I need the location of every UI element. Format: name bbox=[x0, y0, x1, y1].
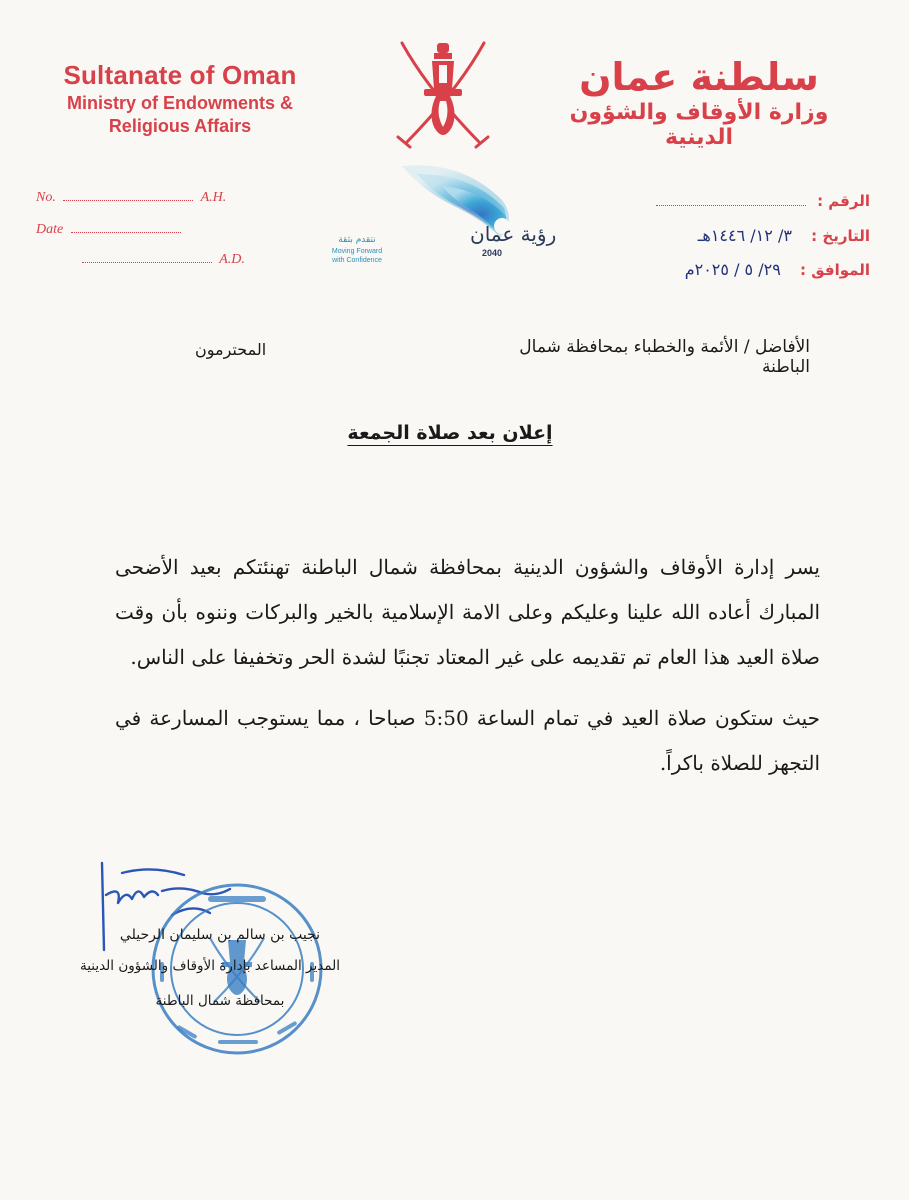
ref-ad-line bbox=[82, 252, 212, 263]
ref-date-row bbox=[36, 222, 185, 238]
oman-vision-2040-logo bbox=[322, 160, 577, 275]
ministry-name-ar: وزارة الأوقاف والشؤون الدينية bbox=[569, 99, 829, 150]
ref-ar-number-line bbox=[656, 195, 806, 206]
ref-ad-row bbox=[78, 252, 245, 268]
announcement-title: إعلان بعد صلاة الجمعة bbox=[347, 422, 553, 444]
ref-ar-number-row bbox=[656, 192, 870, 210]
ref-no-row bbox=[36, 190, 226, 206]
letterhead-english bbox=[30, 60, 330, 137]
addressee: الأفاضل / الأئمة والخطباء بمحافظة شمال الباطنة bbox=[519, 337, 810, 377]
body-paragraph-1: يسر إدارة الأوقاف والشؤون الدينية بمحافظة شمال الباطنة تهنئتكم بعيد الأضحى المبارك أعاده الله علينا وعليكم وعلى الامة الإسلامية بالخير والبركات وننوه بأن وقت صلاة العيد هذا العام تم تقديمه على غير المعتاد تجنبًا لشدة الحر وتخفيفا على الناس. bbox=[115, 555, 820, 669]
letter-body bbox=[115, 545, 820, 786]
reference-fields-ar bbox=[640, 192, 870, 292]
signatory-title: المدير المساعد بإدارة الأوقاف والشؤون الدينية bbox=[79, 958, 341, 974]
signatory-name: نجيب بن سالم بن سليمان الرحيلي bbox=[119, 927, 321, 943]
vision-tagline-ar: نتقدم بثقة bbox=[338, 235, 376, 245]
vision-text-ar: رؤية عمان bbox=[470, 222, 557, 246]
ref-ar-date-value: ٣/ ١٢/ ١٤٤٦هـ bbox=[697, 226, 792, 245]
ref-ar-corresponding-label: الموافق : bbox=[800, 261, 870, 279]
ref-ar-corresponding-row bbox=[685, 260, 870, 279]
signatory-region: بمحافظة شمال الباطنة bbox=[155, 993, 285, 1009]
ref-ah-label: A.H. bbox=[200, 190, 227, 205]
ministry-name-en-1: Ministry of Endowments & bbox=[66, 93, 293, 113]
ref-ar-date-label: التاريخ : bbox=[811, 227, 870, 245]
country-name-ar: سلطنة عمان bbox=[579, 55, 819, 99]
vision-tagline-en-2: with Confidence bbox=[332, 257, 382, 264]
body-paragraph-2: حيث ستكون صلاة العيد في تمام الساعة 5:50 صباحا ، مما يستوجب المسارعة في التجهز للصلاة باكراً. bbox=[115, 706, 820, 775]
ministry-name-en-2: Religious Affairs bbox=[108, 116, 252, 136]
ref-date-label: Date bbox=[36, 222, 64, 237]
ref-no-label: No. bbox=[36, 190, 56, 205]
letterhead-arabic bbox=[549, 55, 849, 150]
ref-ar-number-label: الرقم : bbox=[817, 192, 870, 210]
ref-ad-label: A.D. bbox=[219, 252, 245, 267]
ref-date-line bbox=[71, 222, 181, 233]
oman-emblem-icon bbox=[388, 35, 498, 153]
vision-tagline-en-1: Moving Forward bbox=[331, 248, 383, 255]
ref-ar-date-row bbox=[698, 226, 870, 245]
ref-ar-corresponding-value: ٢٩/ ٥ / ٢٠٢٥م bbox=[684, 260, 781, 279]
ref-no-line bbox=[63, 190, 193, 201]
honorific: المحترمون bbox=[195, 340, 267, 359]
vision-year: 2040 bbox=[482, 248, 503, 258]
country-name-en: Sultanate of Oman bbox=[63, 60, 297, 90]
